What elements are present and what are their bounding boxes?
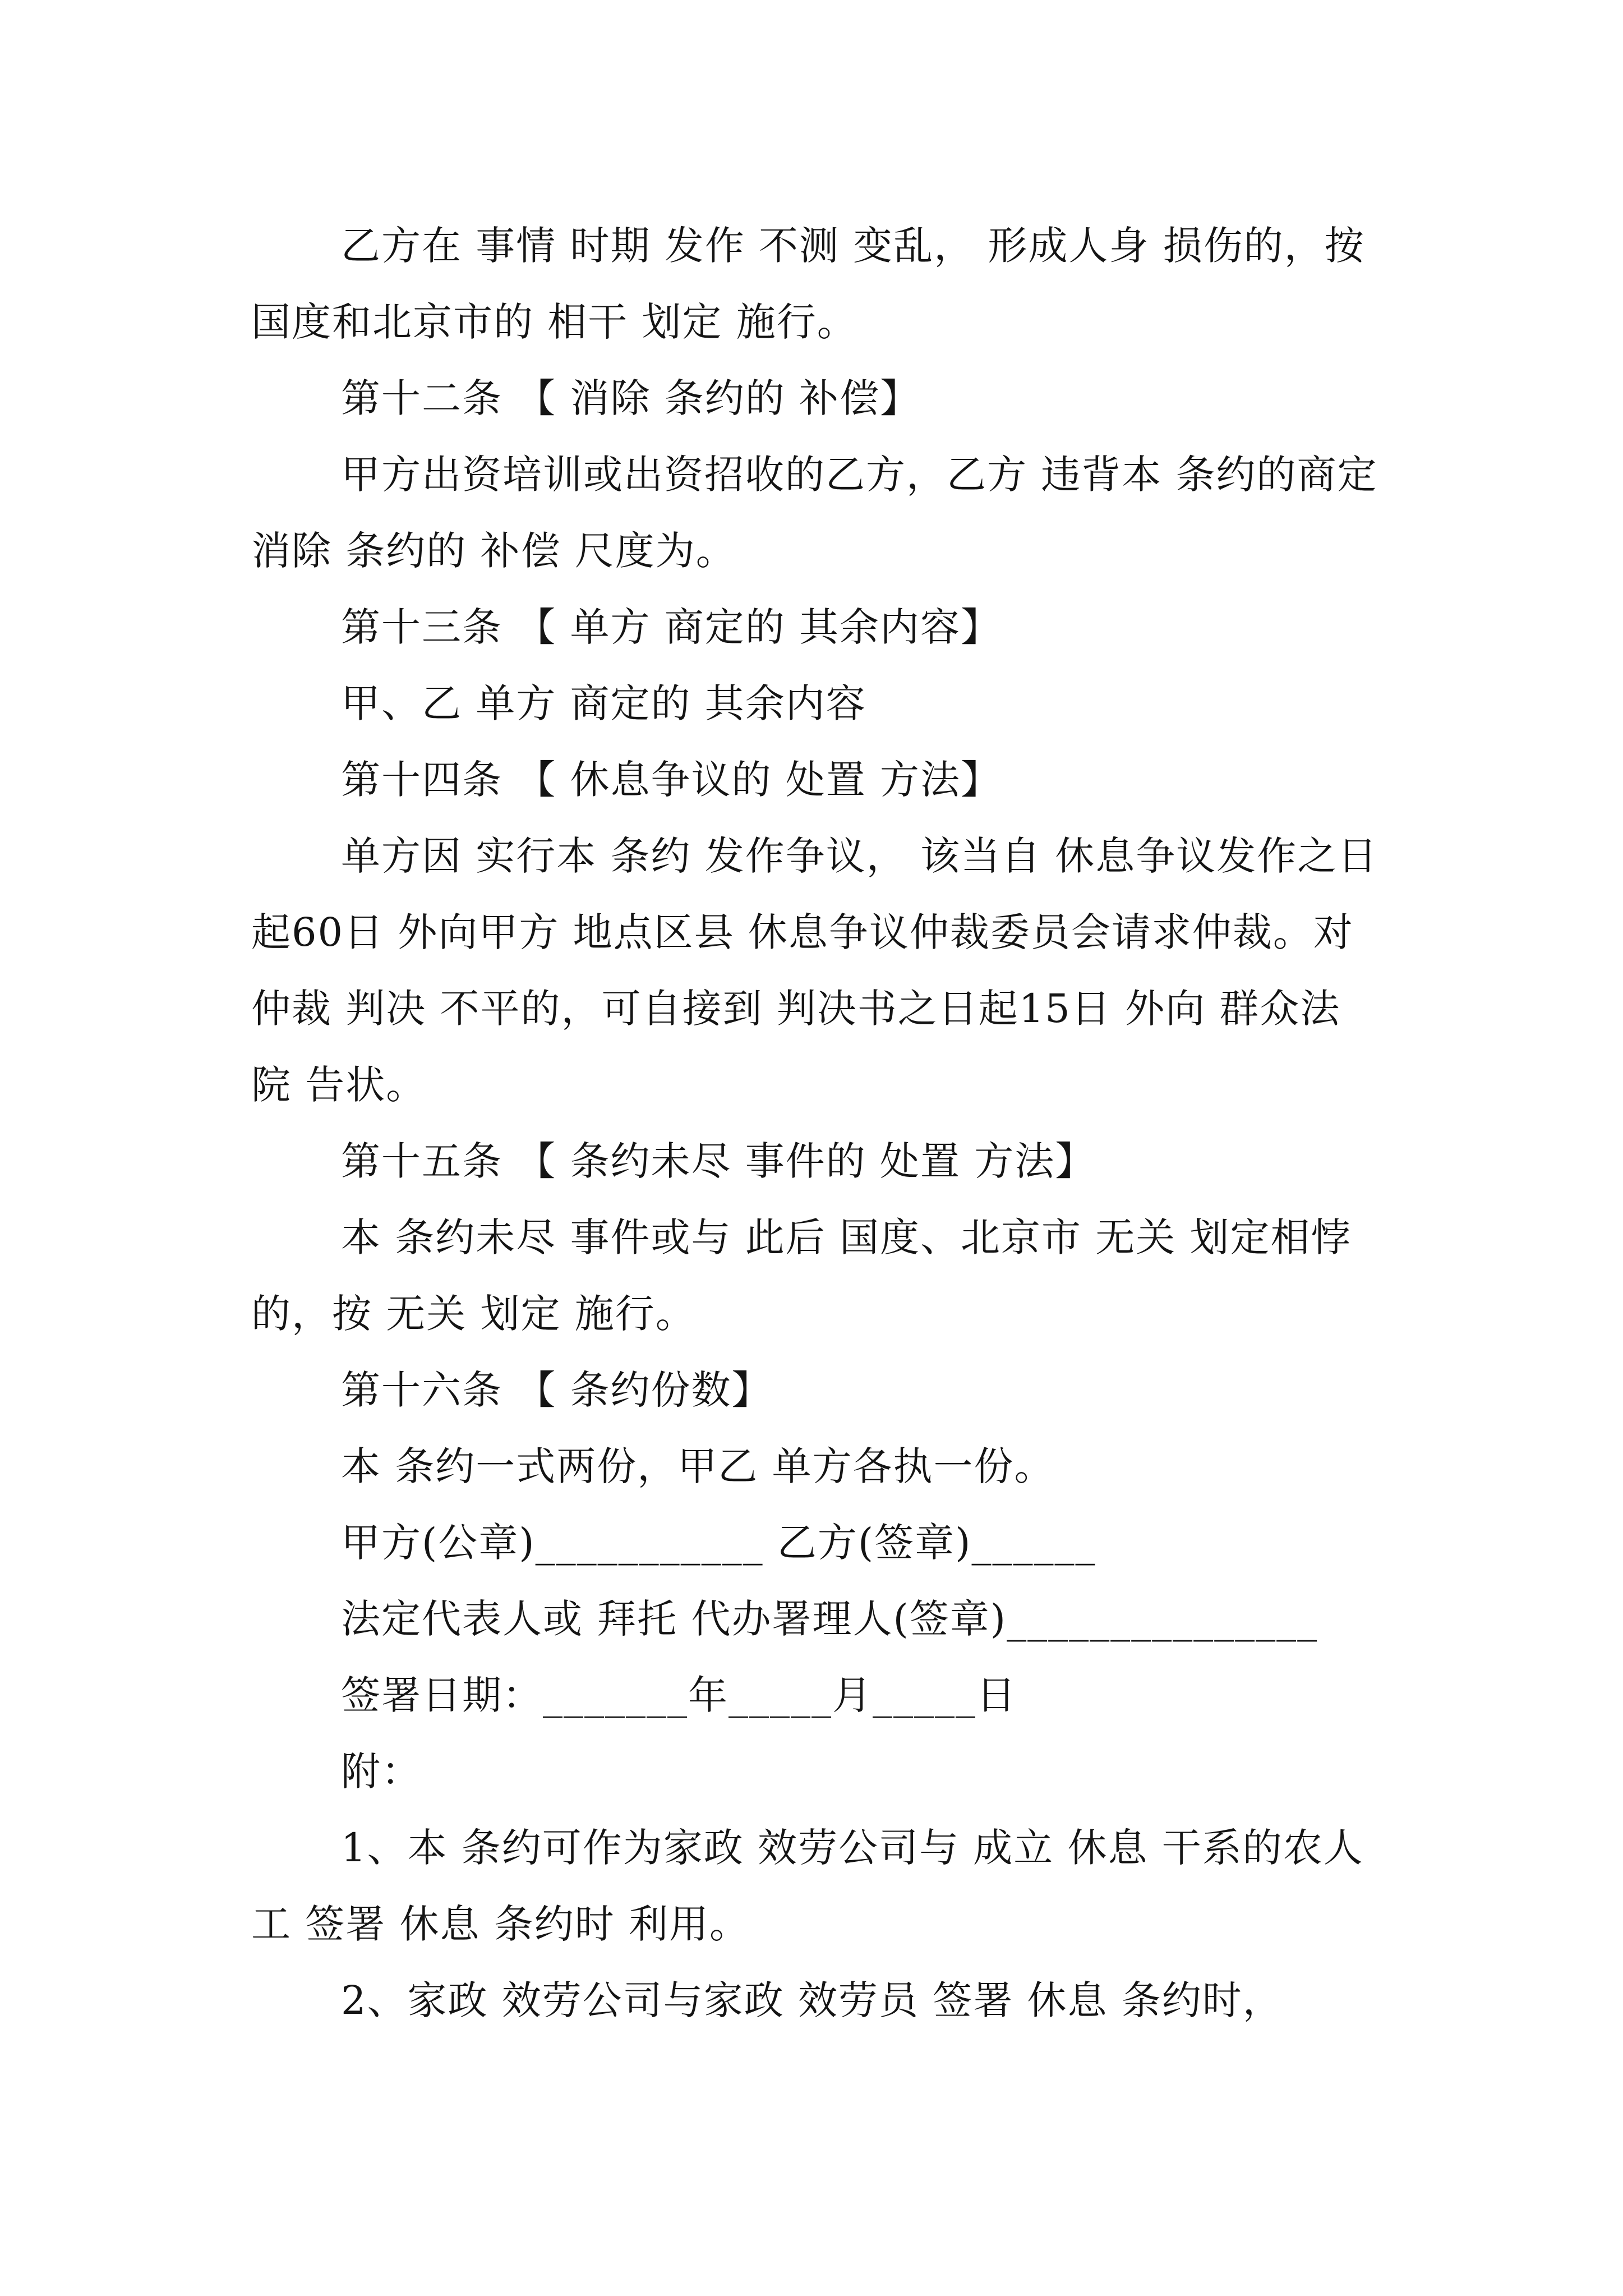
article-16-heading: 第十六条 【 条约份数】 xyxy=(341,1367,772,1413)
paragraph-unresolved-matters: 本 条约未尽 事件或与 此后 国度、北京市 无关 划定相悖的，按 无关 划定 施行。 xyxy=(251,1214,1352,1337)
article-14-heading: 第十四条 【 休息争议的 处置 方法】 xyxy=(341,757,1002,803)
paragraph-training-compensation: 甲方出资培训或出资招收的乙方，乙方 违背本 条约的商定 消除 条约的 补偿 尺度为。 xyxy=(251,452,1391,574)
article-12-heading: 第十二条 【 消除 条约的 补偿】 xyxy=(341,375,921,421)
paragraph-other-terms: 甲、乙 单方 商定的 其余内容 xyxy=(341,680,866,726)
document-body xyxy=(251,208,1391,2039)
signature-line-representative: 法定代表人或 拜托 代办署理人(签章)_______________ xyxy=(341,1596,1318,1642)
paragraph-accident-injury: 乙方在 事情 时期 发作 不测 变乱， 形成人身 损伤的，按 国度和北京市的 相干 划定 施行。 xyxy=(251,223,1379,345)
appendix-item-2: 2、家政 效劳公司与家政 效劳员 签署 休息 条约时， xyxy=(341,1977,1283,2023)
appendix-item-1: 1、本 条约可作为家政 效劳公司与 成立 休息 干系的农人工 签署 休息 条约时 利用。 xyxy=(251,1825,1364,1947)
signature-date-line: 签署日期：_______年_____月_____日 xyxy=(341,1672,1017,1718)
article-13-heading: 第十三条 【 单方 商定的 其余内容】 xyxy=(341,604,1002,650)
appendix-label: 附： xyxy=(341,1749,422,1795)
article-15-heading: 第十五条 【 条约未尽 事件的 处置 方法】 xyxy=(341,1138,1096,1184)
paragraph-dispute-arbitration: 单方因 实行本 条约 发作争议， 该当自 休息争议发作之日起60日 外向甲方 地点区县 休息争议仲裁委员会请求仲裁。对仲裁 判决 不平的，可自接到 判决书之日起15日 外向 群众法院 告状。 xyxy=(251,833,1378,1108)
paragraph-copies: 本 条约一式两份，甲乙 单方各执一份。 xyxy=(341,1443,1055,1489)
signature-line-parties: 甲方(公章)___________ 乙方(签章)______ xyxy=(341,1520,1096,1566)
